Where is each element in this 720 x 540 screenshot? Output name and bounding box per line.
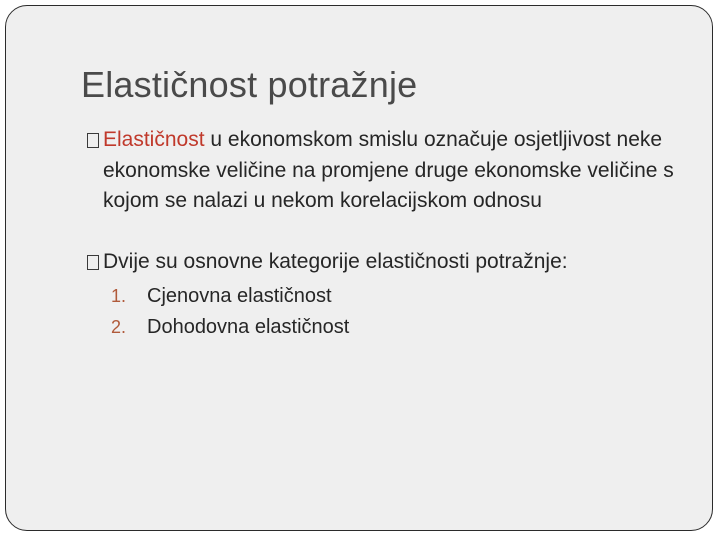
list-item: [111, 281, 694, 312]
slide-body: [84, 125, 694, 342]
bullet-box-icon: [87, 255, 99, 270]
slide: [5, 5, 713, 531]
bullet-text: u ekonomskom smislu označuje osjetljivost neke ekonomske veličine na promjene druge ekonomske veličine s kojom se nalazi u nekom korelacijskom odnosu: [103, 128, 674, 212]
list-item-label: Cjenovna elastičnost: [147, 285, 332, 307]
highlight-term: Elastičnost: [103, 128, 205, 151]
list-item: [111, 312, 694, 343]
list-number: 2.: [111, 316, 127, 337]
bullet-box-icon: [87, 133, 99, 148]
list-item-label: Dohodovna elastičnost: [147, 315, 350, 338]
bullet-definition: [84, 125, 694, 217]
slide-title: Elastičnost potražnje: [81, 64, 418, 105]
numbered-list: [84, 281, 694, 342]
list-number: 1.: [111, 286, 127, 306]
bullet-categories: [84, 247, 694, 278]
bullet-text: Dvije su osnovne kategorije elastičnosti potražnje:: [103, 249, 568, 273]
